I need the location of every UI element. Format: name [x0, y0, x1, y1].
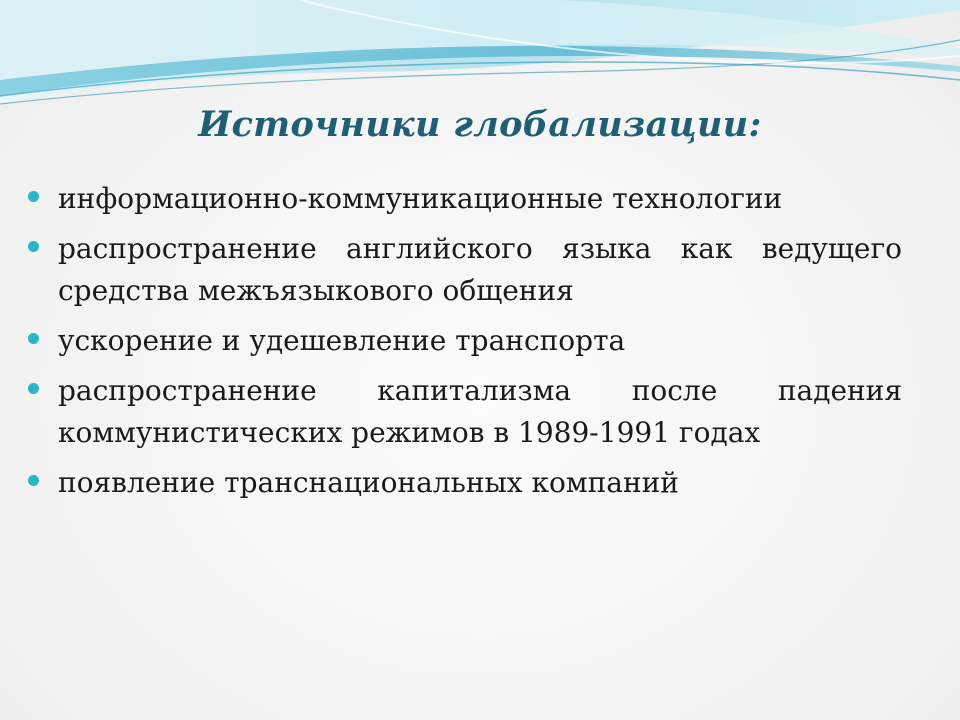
bullet-item: [28, 228, 902, 312]
bullet-item: [28, 370, 902, 454]
bullet-item: [28, 320, 902, 362]
wave-decoration: [0, 0, 960, 120]
bullet-dot-icon: [28, 475, 39, 486]
bullet-dot-icon: [28, 383, 39, 394]
bullet-list: [28, 178, 902, 512]
bullet-item: [28, 462, 902, 504]
bullet-text: появление транснациональных компаний: [58, 466, 679, 499]
bullet-text: ускорение и удешевление транспорта: [58, 324, 626, 357]
bullet-item: [28, 178, 902, 220]
bullet-dot-icon: [28, 241, 39, 252]
slide-title: Источники глобализации:: [198, 104, 762, 145]
bullet-dot-icon: [28, 191, 39, 202]
bullet-text: распространение английского языка как ведущего средства межъязыкового общения: [58, 232, 902, 307]
bullet-dot-icon: [28, 333, 39, 344]
bullet-text: распространение капитализма после падения коммунистических режимов в 1989-1991 годах: [58, 374, 902, 449]
bullet-text: информационно-коммуникационные технологии: [58, 182, 783, 215]
